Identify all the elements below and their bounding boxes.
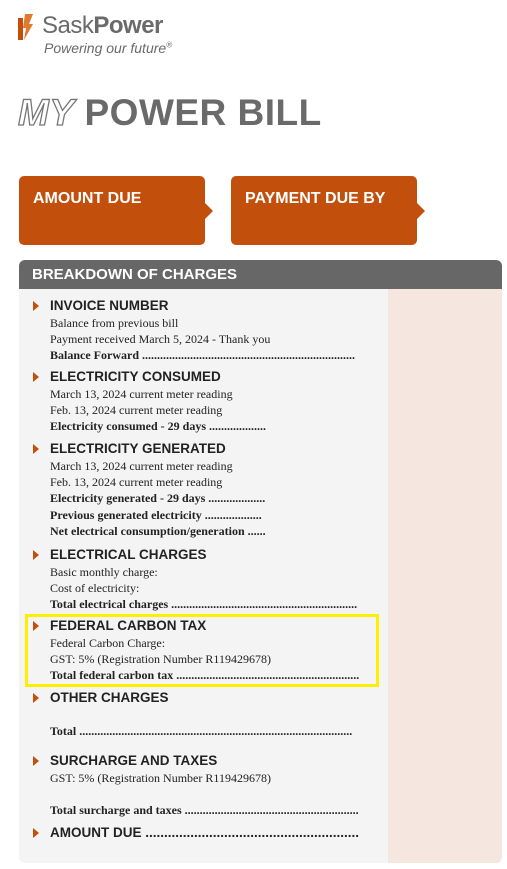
total-line: Previous generated electricity ................... <box>50 507 262 522</box>
lightning-bolt-icon <box>18 14 34 40</box>
bullet-arrow-icon <box>33 301 39 311</box>
section-title-row <box>50 825 359 840</box>
section-header <box>33 369 266 386</box>
section-title: AMOUNT DUE <box>50 825 142 840</box>
detail-line: Cost of electricity: <box>50 581 140 596</box>
section-electricity-generated <box>33 441 266 539</box>
detail-line: GST: 5% (Registration Number R119429678) <box>50 771 271 785</box>
section-title: OTHER CHARGES <box>50 690 169 705</box>
total-line: Electricity consumed - 29 days ................... <box>50 419 266 434</box>
section-other-charges <box>33 690 352 739</box>
amount-due-callout <box>19 176 205 245</box>
detail-line: Federal Carbon Charge: <box>50 636 166 650</box>
total-line: Total electrical charges .............................................................. <box>50 597 358 612</box>
section-electricity-consumed <box>33 369 266 435</box>
section-title: SURCHARGE AND TAXES <box>50 753 218 768</box>
payment-due-label: PAYMENT DUE BY <box>245 190 386 207</box>
detail-line <box>50 786 359 802</box>
bullet-arrow-icon <box>33 693 39 703</box>
bullet-arrow-icon <box>33 828 39 838</box>
amount-column <box>388 289 502 863</box>
section-header <box>33 690 352 707</box>
breakdown-heading: BREAKDOWN OF CHARGES <box>32 266 237 283</box>
detail-line <box>50 707 352 723</box>
bullet-arrow-icon <box>33 372 39 382</box>
total-line: Total federal carbon tax ............................................................. <box>50 668 360 683</box>
detail-line: Balance from previous bill <box>50 316 179 330</box>
amount-due-label: AMOUNT DUE <box>33 190 142 207</box>
section-title: FEDERAL CARBON TAX <box>50 618 207 633</box>
total-line: Total ........................................................................................... <box>50 724 353 739</box>
brand-name: SaskPower <box>42 12 163 39</box>
section-title: ELECTRICITY GENERATED <box>50 441 226 456</box>
section-invoice-number <box>33 298 355 364</box>
total-line: Balance Forward ....................................................................... <box>50 348 355 363</box>
total-line: Electricity generated - 29 days ................... <box>50 491 266 506</box>
section-title: ELECTRICAL CHARGES <box>50 547 207 562</box>
detail-line: Payment received March 5, 2024 - Thank you <box>50 332 271 347</box>
detail-line: GST: 5% (Registration Number R119429678) <box>50 652 271 667</box>
total-line: Total surcharge and taxes .......................................................... <box>50 803 359 818</box>
brand-tagline: Powering our future® <box>44 40 173 56</box>
payment-due-callout <box>231 176 417 245</box>
page-title <box>18 92 322 134</box>
page-title-my: MY <box>18 92 75 133</box>
section-title: INVOICE NUMBER <box>50 298 169 313</box>
breakdown-panel <box>19 260 502 863</box>
detail-line: Basic monthly charge: <box>50 565 158 579</box>
section-title: ELECTRICITY CONSUMED <box>50 369 221 384</box>
bullet-arrow-icon <box>33 756 39 766</box>
section-title-leader: ......................................................... <box>141 825 360 840</box>
breakdown-header <box>19 260 502 289</box>
section-electrical-charges <box>33 547 357 613</box>
section-header <box>33 441 266 458</box>
total-line: Net electrical consumption/generation ...... <box>50 523 266 538</box>
detail-line: Feb. 13, 2024 current meter reading <box>50 475 223 490</box>
bullet-arrow-icon <box>33 444 39 454</box>
section-header <box>33 298 355 315</box>
bullet-arrow-icon <box>33 550 39 560</box>
detail-line: March 13, 2024 current meter reading <box>50 387 233 401</box>
page-title-rest: POWER BILL <box>84 92 322 133</box>
detail-line: March 13, 2024 current meter reading <box>50 459 233 473</box>
detail-line: Feb. 13, 2024 current meter reading <box>50 403 223 418</box>
highlight-box <box>25 614 379 687</box>
section-header <box>33 547 357 564</box>
section-surcharge-and-taxes <box>33 753 359 819</box>
section-header <box>33 753 359 770</box>
